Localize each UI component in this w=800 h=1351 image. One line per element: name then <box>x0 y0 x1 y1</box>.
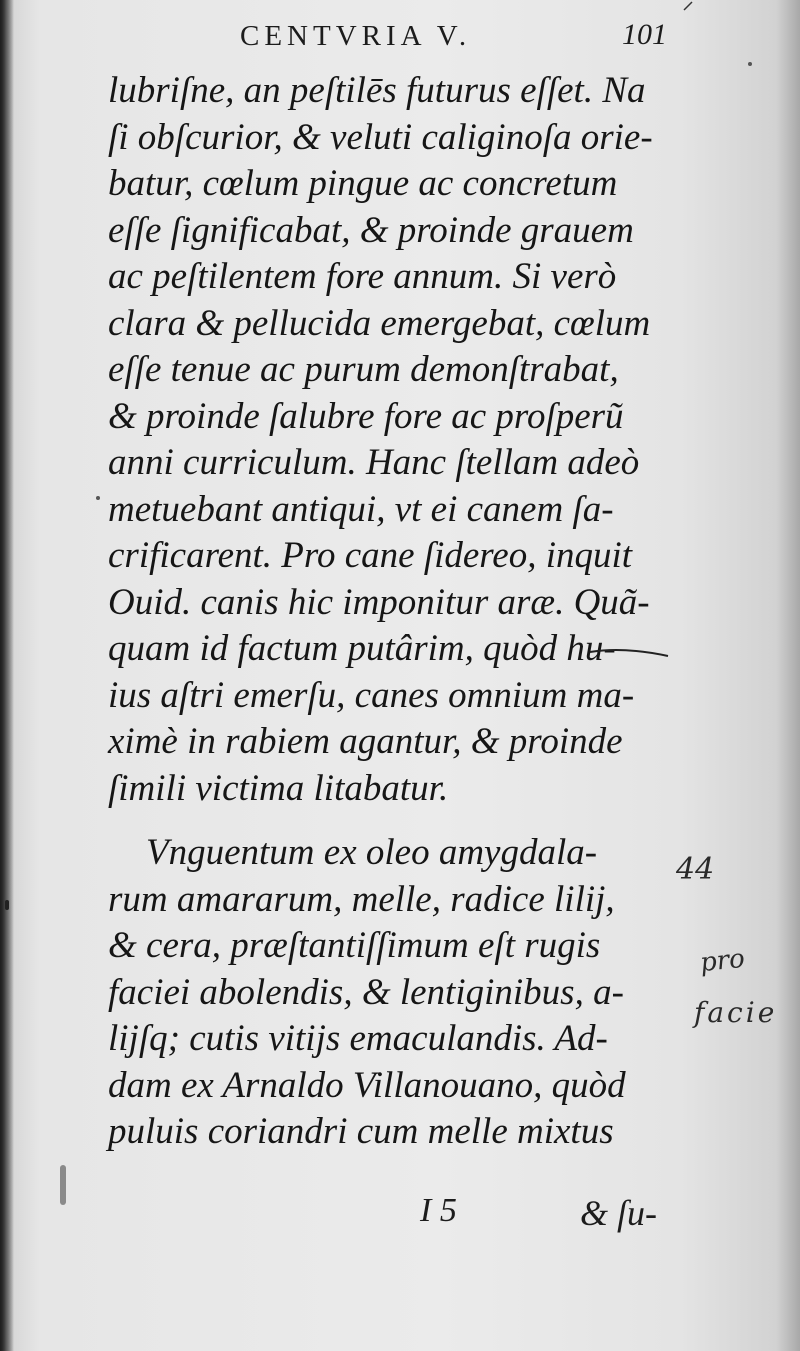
text-line: ſimili victima litabatur. <box>108 767 449 809</box>
text-line: rum amararum, melle, radice lilij, <box>108 878 615 920</box>
text-line: ſi obſcurior, & veluti caliginoſa orie- <box>108 116 653 158</box>
text-line: Ouid. canis hic imponitur aræ. Quã- <box>108 581 650 623</box>
text-line: dam ex Arnaldo Villanouano, quòd <box>108 1064 626 1106</box>
text-line: crificarent. Pro cane ſidereo, inquit <box>108 535 633 576</box>
text-line: puluis coriandri cum melle mixtus <box>108 1111 614 1152</box>
marginal-note: facie <box>694 996 778 1029</box>
text-line: quam id factum putârim, quòd hu- <box>108 628 616 669</box>
catchword: & ſu- <box>580 1193 657 1233</box>
text-line: lubriſne, an peſtilēs futurus eſſet. Na <box>108 70 646 111</box>
text-line: anni curriculum. Hanc ſtellam adeò <box>108 442 640 483</box>
marginal-number: 44 <box>676 852 715 887</box>
text-line: metuebant antiqui, vt ei canem ſa- <box>108 488 614 530</box>
text-line: & proinde ſalubre fore ac proſperũ <box>108 395 624 437</box>
page-footer <box>420 1192 700 1240</box>
marginal-note: pro <box>698 943 747 979</box>
text-line: batur, cœlum pingue ac concretum <box>108 163 618 204</box>
text-line: eſſe ſignificabat, & proinde grauem <box>108 209 634 251</box>
text-line: faciei abolendis, & lentiginibus, a- <box>108 971 624 1013</box>
text-line: ac peſtilentem fore annum. Si verò <box>108 256 617 297</box>
text-line: ius aſtri emerſu, canes omnium ma- <box>108 674 635 716</box>
text-line: lijſq; cutis vitijs emaculandis. Ad- <box>108 1018 608 1059</box>
text-line: ximè in rabiem agantur, & proinde <box>108 721 623 762</box>
text-line: eſſe tenue ac purum demonſtrabat, <box>108 349 619 390</box>
paragraph-first-line: Vnguentum ex oleo amygdala- <box>146 832 598 873</box>
text-line: & cera, præſtantiſſimum eſt rugis <box>108 925 601 966</box>
signature-mark: I 5 <box>420 1192 457 1229</box>
page-number: 101 <box>622 18 667 51</box>
text-line: clara & pellucida emergebat, cœlum <box>108 302 651 344</box>
running-head: CENTVRIA V. <box>240 20 472 52</box>
